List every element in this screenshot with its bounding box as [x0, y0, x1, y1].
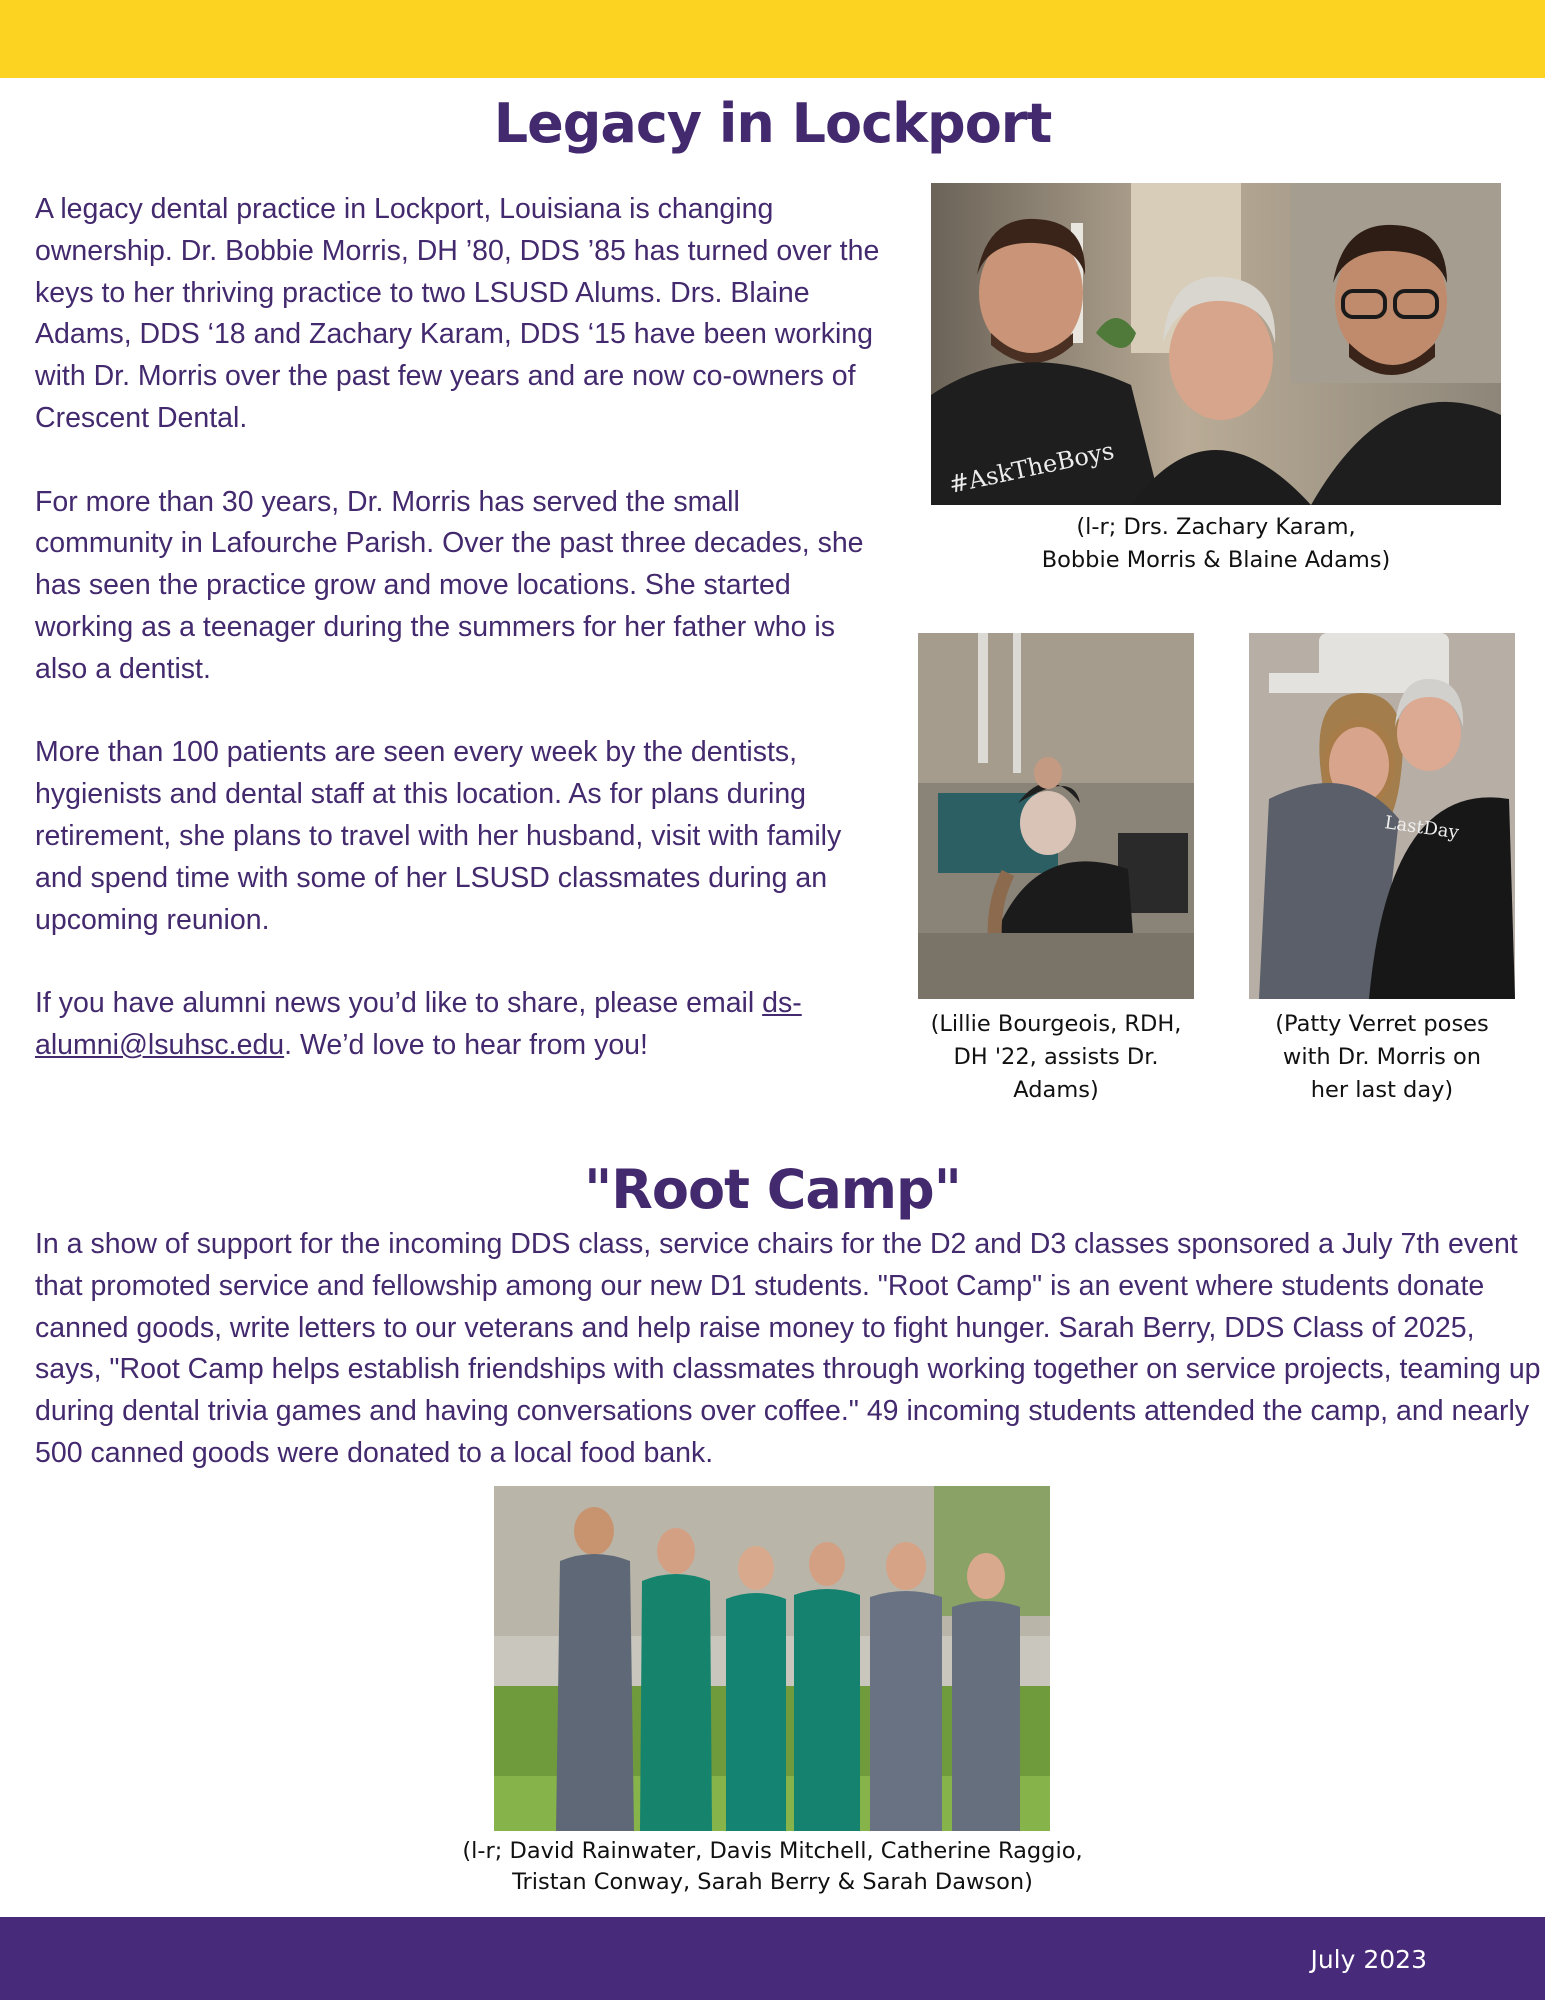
patty-photo-illustration	[1249, 633, 1515, 999]
dentists-photo-illustration	[931, 183, 1501, 505]
root-camp-title: "Root Camp"	[584, 1158, 961, 1221]
legacy-article	[35, 189, 885, 1067]
root-camp-paragraph: In a show of support for the incoming DDS class, service chairs for the D2 and D3 classes sponsored a July 7th event that promoted service and fellowship among our new D1 students. "Root Camp" is an event where students donate canned goods, write letters to our veterans and help raise money to fight hunger. Sarah Berry, DDS Class of 2025, says, "Root Camp helps establish friendships with classmates through working together on service projects, teaming up during dental trivia games and having conversations over coffee." 49 incoming students attended the camp, and nearly 500 canned goods were donated to a local food bank.	[35, 1228, 1541, 1469]
root-camp-students-photo	[494, 1486, 1050, 1831]
lillie-assisting-photo	[918, 633, 1194, 999]
contact-text-before: If you have alumni news you’d like to share, please email	[35, 987, 763, 1020]
lillie-photo-caption	[908, 1008, 1204, 1107]
dentists-photo-caption	[931, 511, 1501, 577]
alumni-contact-paragraph	[35, 983, 885, 1067]
students-photo-caption	[400, 1836, 1145, 1898]
issue-date: July 2023	[1310, 1945, 1427, 1974]
patty-photo-caption	[1239, 1008, 1525, 1107]
dentists-group-photo	[931, 183, 1501, 505]
shirt-text-ask-the-boys: #AskTheBoys	[946, 436, 1117, 499]
patty-and-morris-photo	[1249, 633, 1515, 999]
legacy-paragraph-1: A legacy dental practice in Lockport, Louisiana is changing ownership. Dr. Bobbie Morris, DH ’80, DDS ’85 has turned over the keys to her thriving practice to two LSUSD Alums. Drs. Blaine Adams, DDS ‘18 and Zachary Karam, DDS ‘15 have been working with Dr. Morris over the past few years and are now co-owners of Crescent Dental.	[35, 193, 880, 434]
caption-line: DH '22, assists Dr.	[953, 1044, 1159, 1070]
caption-line: (l-r; David Rainwater, Davis Mitchell, Catherine Raggio,	[462, 1838, 1083, 1864]
caption-line: (l-r; Drs. Zachary Karam,	[1076, 514, 1356, 540]
footer-bar	[0, 1917, 1545, 2000]
caption-line: Bobbie Morris & Blaine Adams)	[1041, 547, 1391, 573]
alumni-email-link[interactable]: ds-alumni@lsuhsc.edu	[35, 987, 802, 1061]
legacy-title: Legacy in Lockport	[493, 92, 1052, 155]
legacy-paragraph-3: More than 100 patients are seen every week by the dentists, hygienists and dental staff at this location. As for plans during retirement, she plans to travel with her husband, visit with family and spend time with some of her LSUSD classmates during an upcoming reunion.	[35, 736, 842, 936]
caption-line: with Dr. Morris on	[1282, 1044, 1482, 1070]
caption-line: Tristan Conway, Sarah Berry & Sarah Dawson)	[512, 1869, 1033, 1895]
caption-line: Adams)	[1013, 1077, 1099, 1103]
lillie-photo-illustration	[918, 633, 1194, 999]
top-banner-bar	[0, 0, 1545, 78]
contact-text-after: . We’d love to hear from you!	[284, 1028, 648, 1061]
caption-line: (Lillie Bourgeois, RDH,	[930, 1011, 1182, 1037]
shirt-text-last-day: LastDay	[1383, 812, 1461, 844]
caption-line: her last day)	[1310, 1077, 1454, 1103]
students-photo-illustration	[494, 1486, 1050, 1831]
legacy-paragraph-2: For more than 30 years, Dr. Morris has served the small community in Lafourche Parish. Over the past three decades, she has seen the practice grow and move locations. She started working as a teenager during the summers for her father who is also a dentist.	[35, 485, 864, 685]
caption-line: (Patty Verret poses	[1275, 1011, 1489, 1037]
